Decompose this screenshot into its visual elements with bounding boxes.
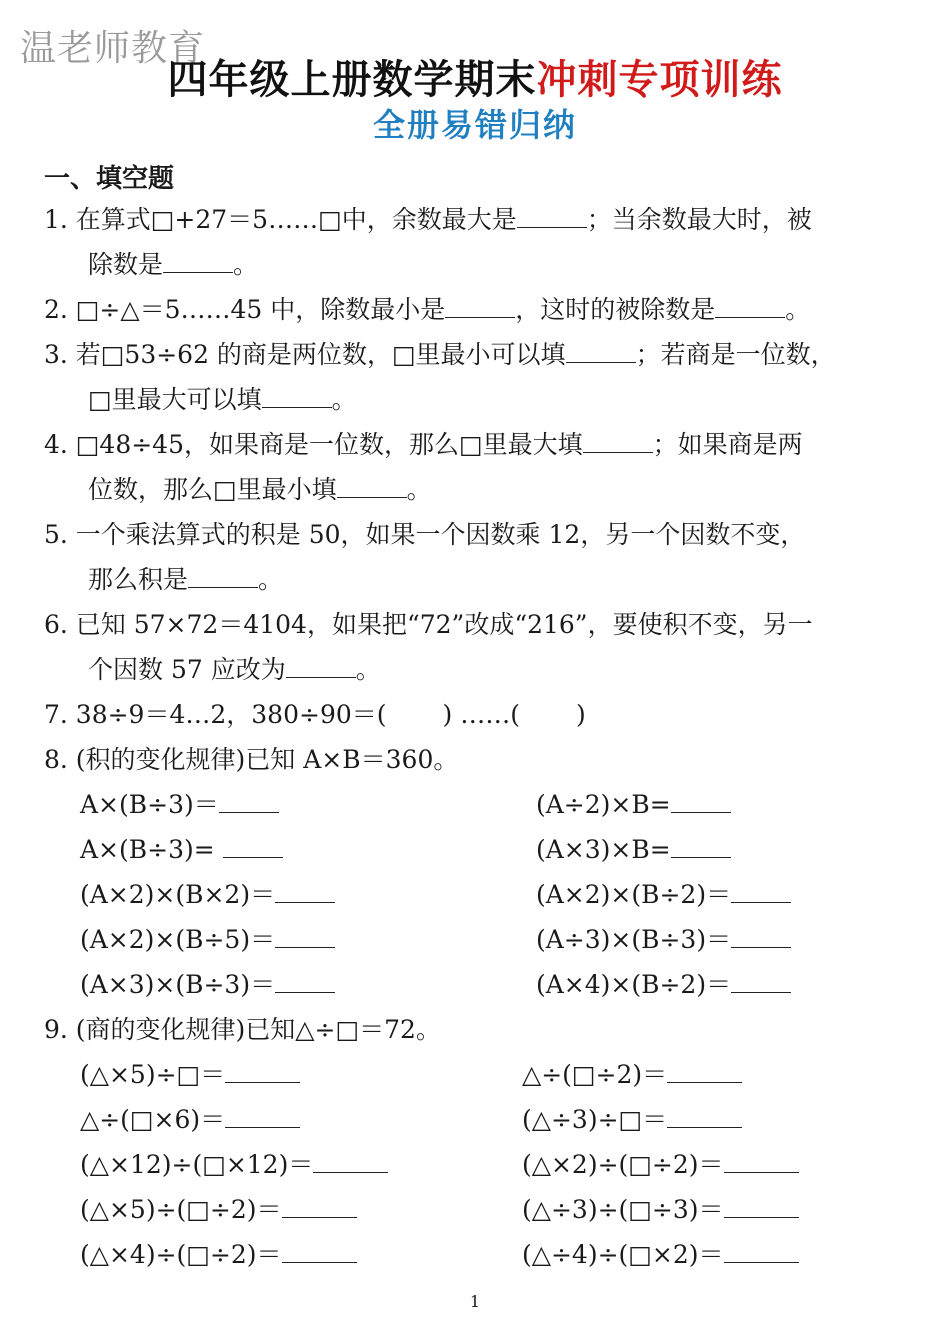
expression: (△÷3)÷(□÷3)＝ <box>522 1195 724 1224</box>
q6-text-c: 个因数 57 应改为 <box>88 655 286 684</box>
q9-left-item-3 <box>80 1150 388 1180</box>
q5-text-c: 那么积是 <box>88 565 189 594</box>
expression: (A÷2)×B= <box>536 790 671 819</box>
q3-text-d: 。 <box>331 385 357 414</box>
q8-left-item-3 <box>80 880 335 910</box>
page-number: 1 <box>469 1292 481 1311</box>
answer-blank[interactable] <box>445 295 515 318</box>
answer-blank[interactable] <box>286 655 356 678</box>
answer-blank[interactable] <box>275 970 335 993</box>
q5-text-a: 5. 一个乘法算式的积是 50，如果一个因数乘 12，另一个因数不变， <box>44 520 806 549</box>
expression: (A×2)×(B×2)＝ <box>80 880 276 909</box>
answer-blank[interactable] <box>262 385 332 408</box>
q3-text-a: 3. 若□53÷62 的商是两位数，□里最小可以填 <box>44 340 566 369</box>
q2-text-c: 。 <box>785 295 811 324</box>
watermark: 温老师教育 <box>20 28 206 69</box>
expression: (A×2)×(B÷5)＝ <box>80 925 276 954</box>
expression: △÷(□×6)＝ <box>80 1105 226 1134</box>
question-8-heading: 8. (积的变化规律)已知 A×B＝360。 <box>44 745 459 774</box>
answer-blank[interactable] <box>188 565 258 588</box>
q9-right-item-5 <box>522 1240 799 1270</box>
q9-left-item-5 <box>80 1240 357 1270</box>
q9-right-item-2 <box>522 1105 742 1135</box>
q9-right-item-1 <box>522 1060 742 1090</box>
page-title <box>0 48 950 105</box>
q4-text-a: 4. □48÷45，如果商是一位数，那么□里最大填 <box>44 430 583 459</box>
q9-left-item-1 <box>80 1060 300 1090</box>
answer-blank[interactable] <box>724 1195 799 1218</box>
q8-right-item-1 <box>536 790 731 820</box>
answer-blank[interactable] <box>282 1195 357 1218</box>
answer-blank[interactable] <box>223 835 283 858</box>
expression: A×(B÷3)= <box>80 835 223 864</box>
answer-blank[interactable] <box>225 1060 300 1083</box>
q8-left-item-1 <box>80 790 279 820</box>
expression: (△×5)÷□＝ <box>80 1060 226 1089</box>
answer-blank[interactable] <box>275 925 335 948</box>
answer-blank[interactable] <box>724 1150 799 1173</box>
expression: (A×4)×(B÷2)＝ <box>536 970 732 999</box>
q8-right-item-3 <box>536 880 791 910</box>
q9-right-item-4 <box>522 1195 799 1225</box>
expression: A×(B÷3)＝ <box>80 790 219 819</box>
q3-text-c: □里最大可以填 <box>88 385 262 414</box>
q8-right-item-2 <box>536 835 731 865</box>
answer-blank[interactable] <box>583 430 653 453</box>
title-part-2: 冲刺专项训练 <box>536 57 783 103</box>
expression: (A÷3)×(B÷3)＝ <box>536 925 732 954</box>
answer-blank[interactable] <box>337 475 407 498</box>
q8-right-item-5 <box>536 970 791 1000</box>
answer-blank[interactable] <box>731 970 791 993</box>
expression: △÷(□÷2)＝ <box>522 1060 668 1089</box>
answer-blank[interactable] <box>671 835 731 858</box>
q9-right-item-3 <box>522 1150 799 1180</box>
expression: (△×5)÷(□÷2)＝ <box>80 1195 282 1224</box>
answer-blank[interactable] <box>219 790 279 813</box>
question-3 <box>44 340 836 370</box>
page-subtitle: 全册易错归纳 <box>372 106 577 144</box>
answer-blank[interactable] <box>566 340 636 363</box>
question-2 <box>44 295 810 325</box>
q2-text-a: 2. □÷△＝5……45 中，除数最小是 <box>44 295 446 324</box>
q6-text-d: 。 <box>355 655 381 684</box>
answer-blank[interactable] <box>225 1105 300 1128</box>
q9-left-item-4 <box>80 1195 357 1225</box>
answer-blank[interactable] <box>731 925 791 948</box>
q5-text-d: 。 <box>258 565 284 594</box>
question-9-heading: 9. (商的变化规律)已知△÷□＝72。 <box>44 1015 441 1044</box>
title-part-1: 四年级上册数学期末 <box>167 57 537 103</box>
question-1-continued <box>88 250 258 280</box>
answer-blank[interactable] <box>313 1150 388 1173</box>
question-6-continued <box>88 655 381 685</box>
answer-blank[interactable] <box>731 880 791 903</box>
question-6 <box>44 610 813 640</box>
q4-text-b: ；如果商是两 <box>652 430 803 459</box>
q2-text-b: ，这时的被除数是 <box>515 295 716 324</box>
q4-text-d: 。 <box>406 475 432 504</box>
q1-text-a: 1. 在算式□+27＝5……□中，余数最大是 <box>44 205 517 234</box>
q7-text-b: ) ……( <box>442 700 520 729</box>
q4-text-c: 位数，那么□里最小填 <box>88 475 337 504</box>
answer-blank[interactable] <box>517 205 587 228</box>
question-4-continued <box>88 475 432 505</box>
expression: (△×2)÷(□÷2)＝ <box>522 1150 724 1179</box>
q6-text-a: 6. 已知 57×72＝4104，如果把“72”改成“216”，要使积不变，另一 <box>44 610 813 639</box>
expression: (△÷3)÷□＝ <box>522 1105 668 1134</box>
expression: (A×3)×B= <box>536 835 671 864</box>
answer-blank[interactable] <box>282 1240 357 1263</box>
expression: (△×12)÷(□×12)＝ <box>80 1150 314 1179</box>
answer-blank[interactable] <box>715 295 785 318</box>
question-5-continued <box>88 565 283 595</box>
q3-text-b: ；若商是一位数， <box>635 340 836 369</box>
question-3-continued <box>88 385 357 415</box>
section-heading: 一、填空题 <box>44 164 175 194</box>
q7-text-c: ) <box>575 700 586 729</box>
answer-blank[interactable] <box>275 880 335 903</box>
q8-left-item-2 <box>80 835 283 865</box>
question-7 <box>44 700 586 730</box>
expression: (A×2)×(B÷2)＝ <box>536 880 732 909</box>
q1-text-c: 除数是 <box>88 250 164 279</box>
q1-text-d: 。 <box>233 250 259 279</box>
expression: (A×3)×(B÷3)＝ <box>80 970 276 999</box>
q8-left-item-4 <box>80 925 335 955</box>
q7-text-a: 7. 38÷9＝4…2，380÷90＝( <box>44 700 387 729</box>
answer-blank[interactable] <box>667 1105 742 1128</box>
expression: (△×4)÷(□÷2)＝ <box>80 1240 282 1269</box>
answer-blank[interactable] <box>671 790 731 813</box>
answer-blank[interactable] <box>163 250 233 273</box>
q1-text-b: ；当余数最大时，被 <box>586 205 812 234</box>
q8-left-item-5 <box>80 970 335 1000</box>
expression: (△÷4)÷(□×2)＝ <box>522 1240 724 1269</box>
q8-right-item-4 <box>536 925 791 955</box>
question-1 <box>44 205 812 235</box>
question-4 <box>44 430 803 460</box>
q9-left-item-2 <box>80 1105 300 1135</box>
answer-blank[interactable] <box>724 1240 799 1263</box>
answer-blank[interactable] <box>667 1060 742 1083</box>
question-5 <box>44 520 805 550</box>
